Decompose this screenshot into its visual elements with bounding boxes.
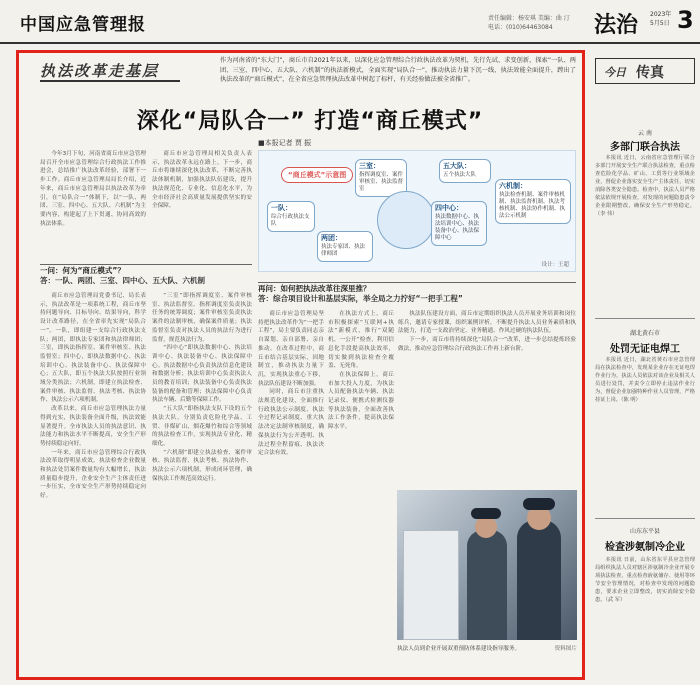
paragraph: 在执法方式上，商丘市积极探索“互联网+执法”新模式，推行“双随机、一公开”检查，利用信息化手段提高执法效率，切实做到执法检查全覆盖、无死角。 (328, 311, 394, 370)
diagram-box-heading: 两团： (321, 234, 342, 242)
page-number: 3 (677, 6, 694, 34)
diagram-box-five-brigades (439, 159, 491, 183)
subhead-two (258, 284, 576, 304)
paragraph: “四中心”即执法数据中心、执法培训中心、执法装备中心、执法保障中心。执法数据中心负责执法信息化建设和数据分析；执法培训中心负责执法人员的教育培训；执法装备中心负责执法装备的配备和管理；执法保障中心负责执法车辆、后勤等保障工作。 (152, 345, 252, 404)
photo-caption (397, 644, 577, 652)
article-column-5 (258, 310, 324, 672)
newspaper-logo: 中国应急管理报 (20, 15, 146, 35)
photo-caption-text: 执法人员到企业开展双重预防体系建设指导服务。 (397, 646, 521, 652)
paragraph: “五大队”即指执法支队下设的五个执法大队，分别负责危险化学品、工贸、非煤矿山、烟花爆竹和综合等领域的执法检查工作，实现执法专业化、精细化。 (152, 406, 252, 447)
paragraph: 商丘市应急管理局坚持把执法改革作为“一把手工程”，局主要负责同志亲自谋划、亲自部署、亲自推动。在改革过程中，商丘市结合基层实际，因地制宜，推动执法力量下沉，实现执法重心下移，执法队伍建设不断加强。 (258, 311, 324, 387)
column-title-underline (40, 80, 180, 82)
paragraph: 商丘市应急管理局相关负责人表示，执法改革永远在路上。下一步，商丘市将继续深化执法改革，不断完善执法体制机制，加强执法队伍建设，提升执法规范化、专业化、信息化水平，为全市经济社会高质量发展提供坚实的安全保障。 (152, 151, 252, 210)
paragraph: 下一步，商丘市将持续深化“局队合一”改革，进一步总结提炼经验做法，推动应急管理综合行政执法工作再上新台阶。 (398, 337, 576, 352)
diagram-box-two-groups (317, 231, 373, 262)
diagram-box-four-centers (431, 201, 487, 246)
issue-year: 2023年 (650, 11, 672, 18)
paragraph: “六机制”即建立执法检查、案件审核、执法监督、执法考核、执法协作、执法公示六项机制，形成闭环管理，确保执法工作规范高效运行。 (152, 449, 252, 482)
diagram-box-text: 执法数据中心、执法培训中心、执法装备中心、执法保障中心 (435, 214, 480, 241)
diagram-box-text: 执法检查机制、案件审核机制、执法监督机制、执法考核机制、执法协作机制、执法公示机制 (499, 192, 566, 219)
paragraph: 今年3月下旬，河南省商丘市应急管理局召开全市应急管理综合行政执法工作推进会，总结推广执法改革经验，部署下一步工作。商丘市应急管理局局长介绍，近年来，商丘市应急管理局以执法改革为牵引，在“局队合一”体制下，以“一队、两团、三室、四中心、五大队、六机制”为主要内容，构建起了上下贯通、协同高效的执法体系。 (40, 151, 146, 227)
diagram-box-text: 五个执法大队 (443, 172, 477, 178)
subhead-question: 再问：如何把执法改革往深里推？ (258, 284, 371, 293)
news-paragraph: 本报讯 日前，山东省东平县应急管理局组织执法人员对辖区涉氨制冷企业开展专项执法检查，重点检查液氨储存、使用等环节安全管理情况，对检查中发现的问题隐患，要求企业立即整改，切实消除安全隐患。（武 军） (595, 557, 695, 603)
section-title: 法治 (594, 12, 639, 38)
article-byline: ■本报记者 贾 振 (258, 139, 312, 147)
paragraph: 改革以来，商丘市应急管理执法力量得到充实，执法装备全面升级，执法效能显著提升。全市执法人员的执法意识、执法能力和执法水平不断提高，安全生产形势持续稳定向好。 (40, 406, 146, 447)
today-fax-banner (595, 58, 695, 84)
news-divider (595, 318, 695, 319)
photo-equipment (403, 530, 459, 640)
column-title: 执法改革走基层 (40, 62, 160, 80)
paragraph: 同时，商丘市注重执法规范化建设，全面推行行政执法公示制度、执法全过程记录制度、重大执法决定法制审核制度，确保执法行为公开透明、执法过程全程留痕、执法决定合法有效。 (258, 389, 324, 457)
news-divider (595, 518, 695, 519)
article-column-7 (398, 310, 576, 486)
diagram-box-six-mechanisms (495, 179, 571, 224)
photo-officer-body (517, 520, 561, 640)
diagram-box-text: 执法专家团、执法律师团 (321, 244, 366, 257)
paragraph: 一年来，商丘市应急管理综合行政执法改革取得明显成效。执法检查企业数量和执法处罚案件数量均有大幅增长，执法质量稳步提升，企业安全生产主体责任进一步压实，全市安全生产形势持续稳定向好。 (40, 449, 146, 500)
article-column-2 (152, 150, 252, 260)
news-body (595, 556, 695, 676)
diagram-box-heading: 三室： (359, 162, 380, 170)
subhead-rule (258, 282, 576, 283)
photo-credit: 资料图片 (554, 646, 577, 652)
photo-officer-hat (523, 498, 555, 510)
article-column-6 (328, 310, 394, 672)
news-body (595, 356, 695, 508)
right-rail-news (595, 50, 695, 680)
masthead (0, 0, 700, 44)
diagram-credit: 设计：王超 (541, 262, 569, 268)
news-location: 云 南 (638, 130, 652, 137)
banner-small-text: 今日 (604, 66, 626, 79)
photo-officer-body (467, 530, 507, 640)
diagram-box-heading: 六机制： (499, 182, 527, 190)
photo-officer-head (475, 516, 497, 538)
editors-info (488, 14, 570, 32)
paragraph: 商丘市应急管理局党委书记、局长表示，执法改革是一项系统工程，商丘市坚持问题导向、目标导向、结果导向，科学设计改革路径，在全省率先实现“局队合一”。一队，即组建一支综合行政执法支队；两团，即执法专家团和执法律师团；三室，即执法指挥室、案件审核室、执法监督室；四中心，即执法数据中心、执法培训中心、执法装备中心、执法保障中心；五大队，即五个执法大队按照行业领域分类执法；六机制，即建立执法检查、案件审核、执法监督、执法考核、执法协作、执法公示六项机制。 (40, 293, 146, 404)
news-location: 湖北黄石市 (629, 330, 660, 337)
shangqiu-model-diagram (258, 150, 576, 272)
paragraph: “三室”即指挥调度室、案件审核室、执法监督室。指挥调度室负责执法任务的统筹调度；案件审核室负责执法案件的法制审核，确保案件质量；执法监督室负责对执法人员的执法行为进行监督，规范执法行为。 (152, 293, 252, 343)
news-paragraph: 本报讯 近日，湖北省黄石市应急管理局在执法检查中，发现某企业存在无证电焊作业行为，执法人员依法对该企业及相关人员进行处罚，并责令立即停止违法作业行为，督促企业加强特种作业人员管理，严格持证上岗。（陈 明） (595, 357, 695, 403)
diagram-box-heading: 四中心： (435, 204, 463, 212)
article-headline: 深化“局队合一” 打造“商丘模式” (136, 109, 484, 134)
subhead-answer: 答：一队、两团、三室、四中心、五大队、六机制 (40, 276, 205, 285)
subhead-answer: 答：综合项目设计和基层实际，举全局之力拧好“一把手工程” (258, 294, 463, 303)
banner-big-text: 传真 (636, 65, 664, 81)
paragraph: 执法队伍建设方面，商丘市定期组织执法人员开展业务培训和岗位练兵，邀请专家授课，组织案例评析，不断提升执法人员业务素质和执法能力，打造一支政治坚定、业务精通、作风过硬的执法队伍。 (398, 311, 576, 335)
diagram-center-circle (377, 191, 435, 249)
subhead-rule (40, 264, 252, 265)
article-column-3 (40, 292, 146, 672)
news-body (595, 154, 695, 310)
photo-officer-hat (471, 508, 501, 519)
diagram-box-one-team (267, 201, 315, 232)
article-column-1 (40, 150, 146, 260)
diagram-box-text: 指挥调度室、案件审核室、执法监督室 (359, 172, 404, 192)
article-photo (397, 490, 577, 640)
news-paragraph: 本报讯 近日，云南省应急管理厅联合多部门开展安全生产联合执法检查，重点检查危险化学品、矿山、工贸等行业领域企业，督促企业落实安全生产主体责任，切实消除各类安全隐患。检查中，执法人员严格依法依规开展检查，对发现的问题隐患责令企业限期整改，确保安全生产形势稳定。（李 伟） (595, 155, 695, 217)
issue-day: 5月5日 (650, 20, 670, 27)
diagram-box-heading: 五大队： (443, 162, 471, 170)
editors-line: 责任编辑：杨安琪 美编：曲 汀 (488, 15, 570, 22)
subhead-question: 一问：何为“商丘模式”？ (40, 266, 125, 275)
news-location: 山东东平县 (629, 528, 660, 535)
diagram-title: “商丘模式”示意图 (281, 167, 353, 183)
issue-date (650, 10, 671, 28)
news-headline: 检查涉氨制冷企业 (605, 542, 685, 553)
article-lead: 作为河南省的“东大门”，商丘市自2021年以来，以深化应急管理综合行政执法改革为契机，先行先试、求变创新，探索“一队、两团、三室、四中心、五大队、六机制”的执法新模式，全面实现“局队合一”，推动执法力量下沉一线、执法效能全面提升，蹚出了执法改革的“商丘模式”，在全省应急管理执法改革中树起了标杆，有关经验做法被全省推广。 (220, 57, 576, 83)
news-headline: 多部门联合执法 (610, 142, 680, 153)
phone-line: 电话：(010)64463084 (488, 24, 553, 31)
paragraph: 在执法保障上，商丘市加大投入力度，为执法人员配备执法车辆、执法记录仪、便携式检测仪器等执法装备，全面改善执法工作条件，提高执法保障水平。 (328, 371, 394, 431)
news-headline: 处罚无证电焊工 (610, 344, 680, 355)
diagram-box-text: 综合行政执法支队 (271, 214, 310, 227)
subhead-one (40, 266, 252, 286)
diagram-box-heading: 一队： (271, 204, 292, 212)
article-column-4 (152, 292, 252, 672)
